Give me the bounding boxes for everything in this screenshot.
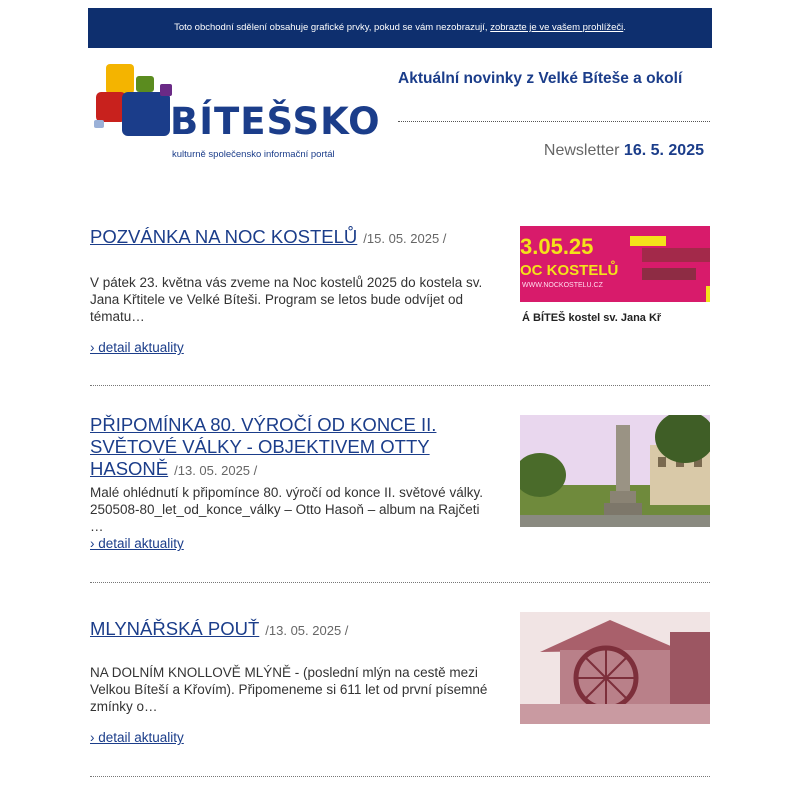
article-separator	[90, 776, 710, 777]
newsletter-label: Newsletter	[543, 142, 620, 159]
notice-bar: Toto obchodní sdělení obsahuje grafické prvky, pokud se vám nezobrazují, zobrazte je ve vašem prohlížeči.	[88, 8, 712, 48]
article-excerpt: V pátek 23. května vás zveme na Noc kostelů 2025 do kostela sv. Jana Křtitele ve Velké Bíteši. Program se letos bude odvíjet od tématu…	[90, 275, 483, 324]
article-more	[90, 340, 184, 355]
article-image[interactable]	[520, 415, 710, 527]
article-more	[90, 730, 184, 745]
article-date: /15. 05. 2025 /	[363, 231, 447, 246]
article-excerpt: Malé ohlédnutí k připomínce 80. výročí od konce II. světové války. 250508-80_let_od_konce_války – Otto Hasoň – album na Rajčeti …	[90, 485, 483, 534]
article-more	[90, 536, 184, 551]
image-caption-text: Á BÍTEŠ kostel sv. Jana Kř	[522, 312, 662, 324]
image-title-text: OC KOSTELŮ	[520, 262, 619, 279]
article-title-link[interactable]: MLYNÁŘSKÁ POUŤ	[90, 618, 260, 639]
newsletter-date: 16. 5. 2025	[623, 142, 704, 159]
image-url-text: WWW.NOCKOSTELU.CZ	[522, 282, 603, 289]
article-separator	[90, 582, 710, 583]
notice-text: Toto obchodní sdělení obsahuje grafické prvky, pokud se vám nezobrazují,	[174, 22, 488, 33]
article-excerpt: NA DOLNÍM KNOLLOVĚ MLÝNĚ - (poslední mlýn na cestě mezi Velkou Bíteší a Křovím). Připomeneme si 611 let od první písemné zmínky o…	[90, 665, 488, 714]
article-title-row	[90, 414, 485, 482]
article-date: /13. 05. 2025 /	[174, 463, 258, 478]
logo-subtitle: kulturně společensko informační portál	[172, 149, 335, 160]
memorial-photo-icon	[520, 415, 710, 527]
logo-wordmark: BÍTEŠSKO	[170, 100, 381, 143]
detail-link[interactable]: › detail aktuality	[90, 340, 184, 355]
article-title-link[interactable]: POZVÁNKA NA NOC KOSTELŮ	[90, 226, 358, 247]
detail-link[interactable]: › detail aktuality	[90, 730, 184, 745]
header-divider	[398, 121, 710, 122]
detail-link[interactable]: › detail aktuality	[90, 536, 184, 551]
newsletter-date-line	[544, 142, 704, 160]
article-image[interactable]	[520, 612, 710, 724]
view-in-browser-link[interactable]: zobrazte je ve vašem prohlížeči	[490, 22, 624, 33]
article-image[interactable]	[520, 226, 710, 326]
header-tagline: Aktuální novinky z Velké Bíteše a okolí	[398, 70, 683, 87]
mill-engraving-icon	[520, 612, 710, 724]
bitessko-logo[interactable]	[92, 62, 381, 166]
article-separator	[90, 385, 710, 386]
article-title-row	[90, 618, 485, 642]
article-1	[90, 226, 710, 366]
article-3	[90, 612, 710, 762]
image-date-text: 3.05.25	[520, 234, 594, 259]
article-2	[90, 414, 710, 564]
article-date: /13. 05. 2025 /	[265, 623, 349, 638]
article-title-link[interactable]: PŘIPOMÍNKA 80. VÝROČÍ OD KONCE II. SVĚTOVÉ VÁLKY - OBJEKTIVEM OTTY HASONĚ	[90, 414, 437, 479]
article-title-row	[90, 226, 485, 250]
